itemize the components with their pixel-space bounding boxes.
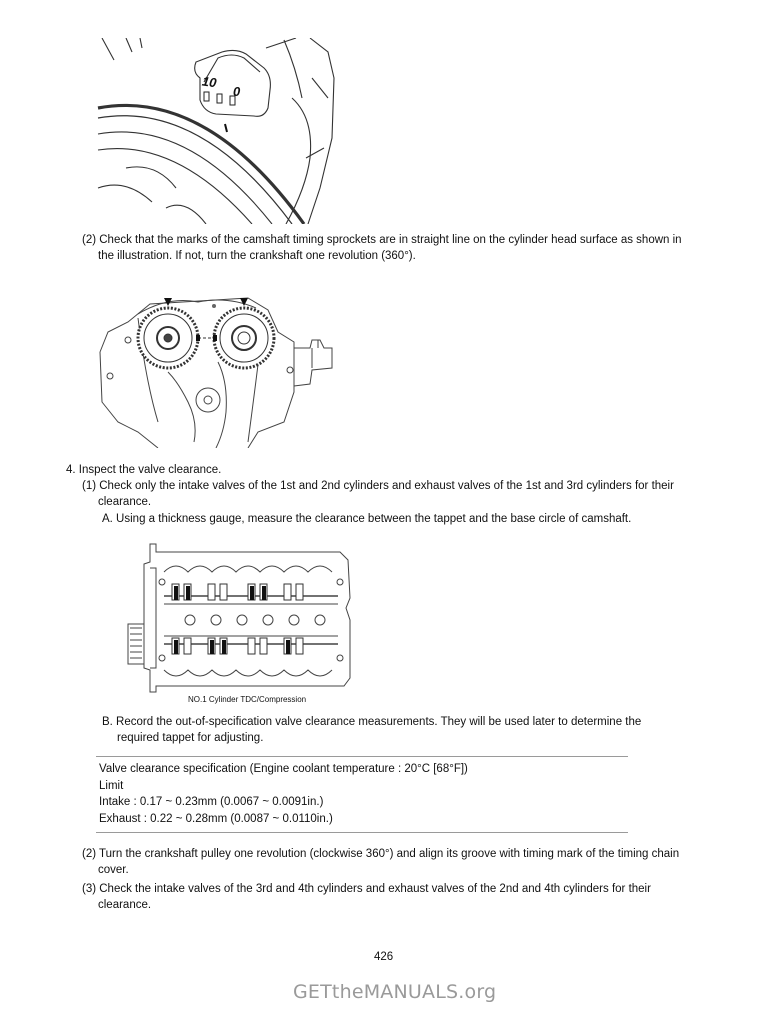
- spec-limit: Limit: [99, 779, 124, 792]
- spec-exhaust: Exhaust : 0.22 ~ 0.28mm (0.0087 ~ 0.0110in.): [99, 812, 333, 825]
- step-4-1-a: A. Using a thickness gauge, measure the clearance between the tappet and the base circle of camshaft.: [102, 513, 632, 525]
- step-4-1-line-1: (1) Check only the intake valves of the 1st and 2nd cylinders and exhaust valves of the 1st and 3rd cylinders for their: [82, 480, 674, 492]
- step-3-line-2: clearance.: [98, 899, 152, 911]
- step-4-heading: 4. Inspect the valve clearance.: [66, 464, 222, 476]
- step-4-1-b-line-1: B. Record the out-of-specification valve clearance measurements. They will be used later to determine the: [102, 716, 642, 728]
- cylinder-head-illustration: [116, 538, 352, 708]
- page-number: 426: [374, 951, 394, 963]
- timing-label-0: 0: [233, 84, 241, 99]
- step-2-line-1: (2) Check that the marks of the camshaft timing sprockets are in straight line on the cylinder head surface as shown in: [82, 234, 682, 246]
- timing-mark-illustration: [96, 38, 338, 224]
- camshaft-sprocket-illustration: [98, 292, 336, 448]
- step-3-line-1: (3) Check the intake valves of the 3rd and 4th cylinders and exhaust valves of the 2nd and 4th cylinders for their: [82, 883, 651, 895]
- spec-intake: Intake : 0.17 ~ 0.23mm (0.0067 ~ 0.0091in.): [99, 796, 324, 808]
- step-2b-line-1: (2) Turn the crankshaft pulley one revolution (clockwise 360°) and align its groove with timing mark of the timing chain: [82, 848, 680, 860]
- step-2-line-2: the illustration. If not, turn the crankshaft one revolution (360°).: [98, 250, 416, 262]
- spec-title: Valve clearance specification (Engine coolant temperature : 20°C [68°F]): [99, 763, 468, 775]
- cylinder-head-caption: NO.1 Cylinder TDC/Compression: [188, 695, 307, 704]
- step-4-1-b-line-2: required tappet for adjusting.: [117, 732, 264, 744]
- spec-top-rule: [96, 756, 628, 757]
- spec-box: [99, 761, 468, 827]
- step-4-1-line-2: clearance.: [98, 496, 152, 508]
- timing-label-10: 10: [201, 73, 218, 91]
- spec-bottom-rule: [96, 832, 628, 833]
- step-2b-line-2: cover.: [98, 864, 129, 876]
- watermark-link[interactable]: GETtheMANUALS.org: [293, 981, 497, 1003]
